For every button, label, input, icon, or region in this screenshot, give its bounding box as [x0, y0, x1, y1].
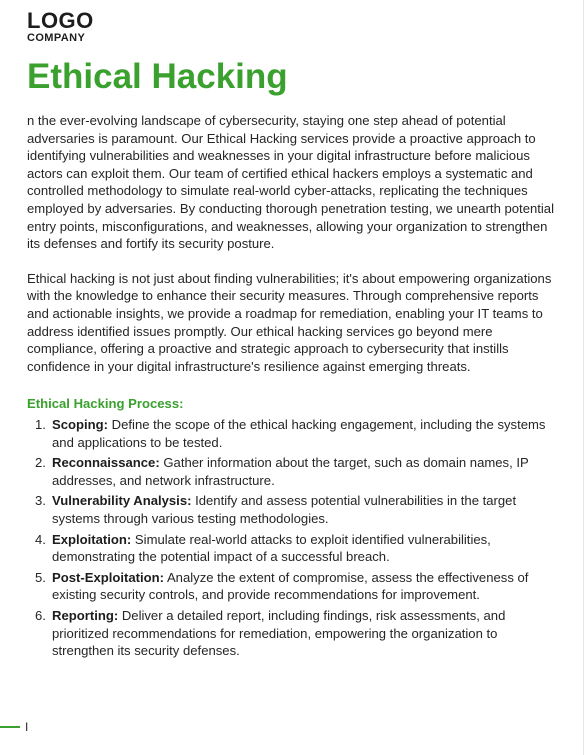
- step-text: Identify and assess potential vulnerabilities in the target systems through various testing methodologies.: [52, 493, 517, 526]
- page-number: I: [25, 720, 29, 734]
- step-term: Vulnerability Analysis:: [52, 493, 192, 509]
- process-step-scoping: [27, 416, 557, 451]
- step-number: 6.: [35, 607, 46, 623]
- step-text: Analyze the extent of compromise, assess the effectiveness of existing security controls, and provide recommendations for improvement.: [52, 569, 529, 603]
- process-step-post-exploitation: [27, 569, 557, 604]
- step-term: Exploitation:: [52, 531, 132, 547]
- step-term: Post-Exploitation:: [52, 569, 165, 585]
- step-text: Simulate real-world attacks to exploit identified vulnerabilities, demonstrating the potential impact of a successful breach.: [52, 531, 491, 565]
- process-step-reconnaissance: [27, 454, 557, 489]
- step-number: 5.: [35, 569, 46, 585]
- step-text: Gather information about the target, such as domain names, IP addresses, and network infrastructure.: [52, 455, 529, 488]
- process-step-vulnerability-analysis: [27, 492, 557, 527]
- logo-sub-text: COMPANY: [27, 32, 86, 44]
- process-step-reporting: [27, 607, 557, 660]
- step-text: Deliver a detailed report, including findings, risk assessments, and prioritized recommendations for remediation, empowering the organization to strengthen its security defenses.: [52, 607, 506, 659]
- step-text: Define the scope of the ethical hacking engagement, including the systems and applications to be tested.: [52, 417, 546, 450]
- step-number: 3.: [35, 493, 46, 509]
- intro-section: [27, 112, 562, 392]
- process-heading: Ethical Hacking Process:: [27, 396, 184, 411]
- paragraph-1: n the ever-evolving landscape of cybersecurity, staying one step ahead of potential adversaries is paramount. Our Ethical Hacking services provide a proactive approach to identifying vulnerabilities and weaknesses in your digital infrastructure before malicious actors can exploit them. Our team of certified ethical hackers employs a systematic and controlled methodology to simulate real-world cyber-attacks, replicating the techniques employed by adversaries. By conducting thorough penetration testing, we unearth potential entry points, misconfigurations, and weaknesses, allowing your organization to strengthen its defenses and fortify its security posture.: [27, 113, 554, 252]
- process-step-exploitation: [27, 531, 557, 566]
- step-term: Scoping:: [52, 417, 109, 432]
- paragraph-2: Ethical hacking is not just about finding vulnerabilities; it's about empowering organizations with the knowledge to enhance their security measures. Through comprehensive reports and actionable insights, we provide a roadmap for remediation, enabling your IT teams to address identified issues promptly. Our ethical hacking services go beyond mere compliance, offering a proactive and strategic approach to cybersecurity that instills confidence in your digital infrastructure's resilience against emerging threats.: [27, 270, 552, 374]
- step-term: Reporting:: [52, 607, 119, 623]
- process-list: [27, 416, 557, 663]
- step-number: 1.: [35, 417, 46, 432]
- footer-accent-bar: [0, 726, 20, 728]
- step-number: 4.: [35, 531, 46, 547]
- logo-main-text: LOGO: [27, 8, 94, 33]
- company-logo: [27, 10, 94, 44]
- step-term: Reconnaissance:: [52, 455, 160, 471]
- page-title: Ethical Hacking: [27, 57, 288, 96]
- step-number: 2.: [35, 455, 46, 471]
